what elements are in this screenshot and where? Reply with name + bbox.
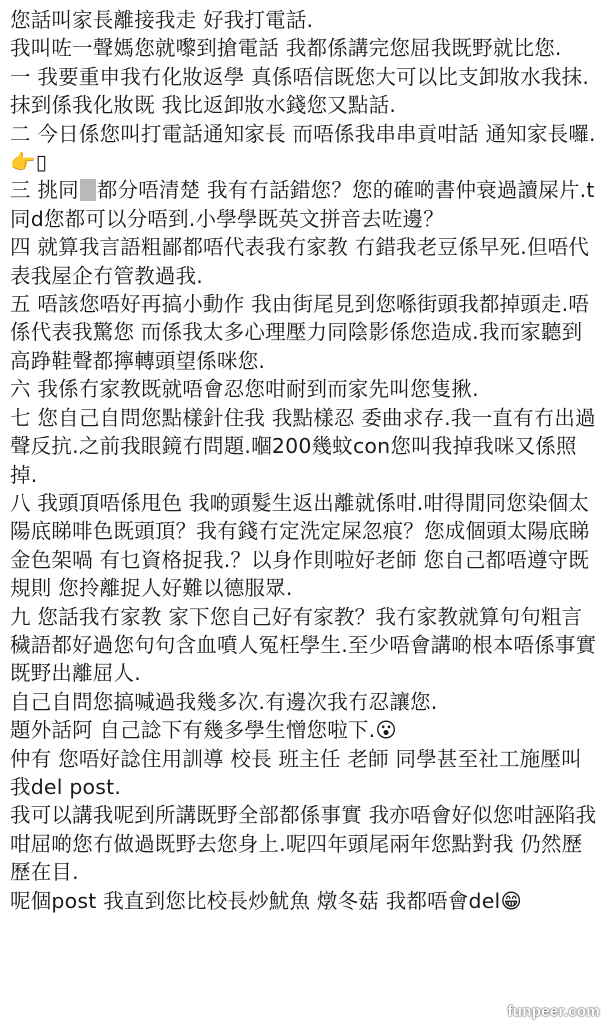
paragraph-point-3 (10, 176, 598, 233)
paragraph-point-9: 九 您話我冇家教 家下您自己好有家教？我冇家教就算句句粗言穢語都好過您句句含血噴人冤枉學生.至少唔會講啲根本唔係事實既野出離屈人. (10, 604, 597, 686)
site-watermark: funpeer.com (507, 1003, 600, 1020)
paragraph-point-3-text: 都分唔清楚 我有冇話錯您？您的確啲書仲衰過讀屎片.t同d您都可以分唔到.小學學既英文拼音去咗邊？ (10, 178, 595, 231)
paragraph-closing-text: 呢個post 我直到您比校長炒魷魚 燉冬菇 我都唔會del (10, 888, 501, 913)
paragraph-point-6: 六 我係冇家教既就唔會忍您咁耐到而家先叫您隻揪. (10, 377, 479, 402)
paragraph-closing (10, 887, 598, 915)
paragraph-point-3-lead: 三 挑同 (10, 178, 79, 203)
missing-glyph-icon: ▯ (35, 150, 48, 175)
paragraph-self-reflect: 自己自問您搞喊過我幾多次.有邊次我冇忍讓您. (10, 689, 438, 714)
paragraph-point-8: 八 我頭頂唔係甩色 我啲頭髮生返出離就係咁.咁得閒同您染個太陽底睇啡色既頭頂？我有錢冇定洗定屎忽痕？您成個頭太陽底睇金色架喎 有乜資格捉我.？以身作則啦好老師 您自己都唔遵守既規則 您拎離捉人好難以德服眾. (10, 490, 590, 601)
paragraph-phone: 我叫咗一聲媽您就嚟到搶電話 我都係講完您屈我既野就比您. (10, 36, 562, 61)
paragraph-point-2 (10, 120, 598, 177)
paragraph-aside-text: 題外話阿 自己諗下有幾多學生憎您啦下. (10, 718, 376, 743)
post-body (10, 6, 598, 915)
paragraph-pressure: 仲有 您唔好諗住用訓導 校長 班主任 老師 同學甚至社工施壓叫我del post. (10, 746, 582, 799)
paragraph-intro: 您話叫家長離接我走 好我打電話. (10, 8, 314, 32)
paragraph-point-5: 五 唔該您唔好再搞小動作 我由街尾見到您喺街頭我都掉頭走.唔係代表我驚您 而係我太多心理壓力同陰影係您造成.我而家聽到高踭鞋聲都擰轉頭望係咪您. (10, 292, 590, 373)
redaction-block (80, 179, 96, 201)
surprised-face-icon: 😮 (375, 718, 397, 743)
paragraph-point-1: 一 我要重申我冇化妝返學 真係唔信既您大可以比支卸妝水我抹.抹到係我化妝既 我比返卸妝水錢您又點話. (10, 64, 590, 118)
pointing-hand-icon: 👉 (10, 150, 36, 175)
paragraph-truth: 我可以講我呢到所講既野全部都係事實 我亦唔會好似您咁誣陷我咁屈啲您冇做過既野去您身上.呢四年頭尾兩年您點對我 仍然歷歷在目. (10, 803, 597, 885)
paragraph-point-2-text: 二 今日係您叫打電話通知家長 而唔係我串串貢咁話 通知家長囉. (10, 121, 596, 146)
paragraph-point-4: 四 就算我言語粗鄙都唔代表我冇家教 冇錯我老豆係早死.但唔代表我屋企冇管教過我. (10, 235, 590, 288)
paragraph-aside (10, 716, 598, 744)
paragraph-point-7: 七 您自己自問您點樣針住我 我點樣忍 委曲求存.我一直有冇出過聲反抗.之前我眼鏡冇問題.嗰200幾蚊con您叫我掉我咪又係照掉. (10, 405, 596, 487)
grinning-face-icon: 😁 (500, 888, 523, 913)
